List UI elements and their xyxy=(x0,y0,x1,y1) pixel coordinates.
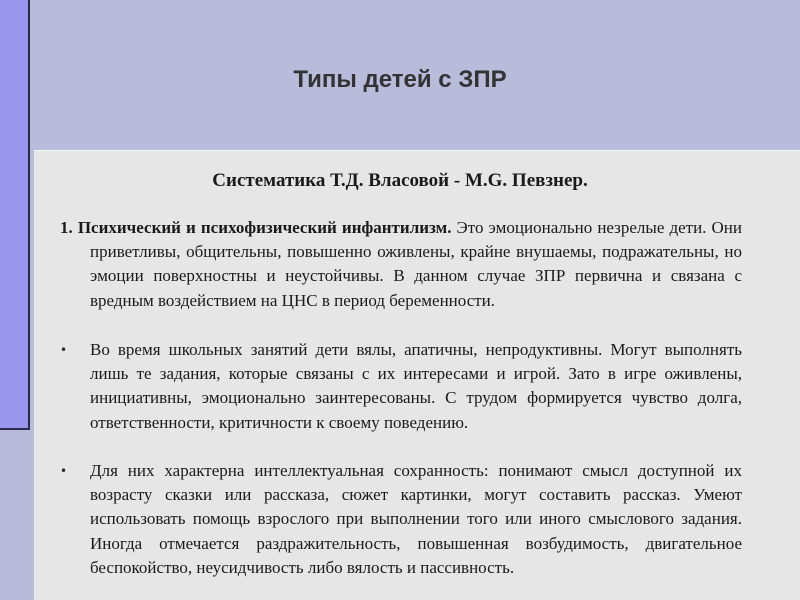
slide-title: Типы детей с ЗПР xyxy=(293,66,507,93)
paragraph-lead: 1. Психический и психофизический инфантилизм. xyxy=(60,218,452,237)
paragraph-text: Это эмоционально незрелые дети. Они приветливы, общительны, повышенно оживлены, крайне внушаемы, подражательны, но эмоции поверхностны и неустойчивы. В данном случае ЗПР первична и связана с вредным воздействием на ЦНС в период беременности. xyxy=(90,218,742,310)
content-subtitle: Систематика Т.Д. Власовой - M.G. Певзнер. xyxy=(212,170,588,191)
paragraph-infantilism xyxy=(60,216,742,313)
bullet-text: Для них характерна интеллектуальная сохранность: понимают смысл доступной их возрасту сказки или рассказа, сюжет картинки, могут составить рассказ. Умеют использовать помощь взрослого при выполнении того или иного смыслового задания. Иногда отмечается раздражительность, повышенная возбудимость, двигательное беспокойство, неусидчивость либо вялость и пассивность. xyxy=(90,461,742,577)
left-accent-bar xyxy=(0,0,30,430)
bullet-dot-icon: • xyxy=(60,343,68,357)
bullet-item xyxy=(60,459,742,580)
bullet-dot-icon: • xyxy=(60,464,68,478)
paragraph-body xyxy=(60,216,742,313)
bullet-text: Во время школьных занятий дети вялы, апатичны, непродуктивны. Могут выполнять лишь те задания, которые связаны с их интересами и игрой. Зато в игре оживлены, инициативны, эмоционально заинтересованы. С трудом формируется чувство долга, ответственности, критичности к своему поведению. xyxy=(90,340,742,432)
bullet-item xyxy=(60,338,742,435)
